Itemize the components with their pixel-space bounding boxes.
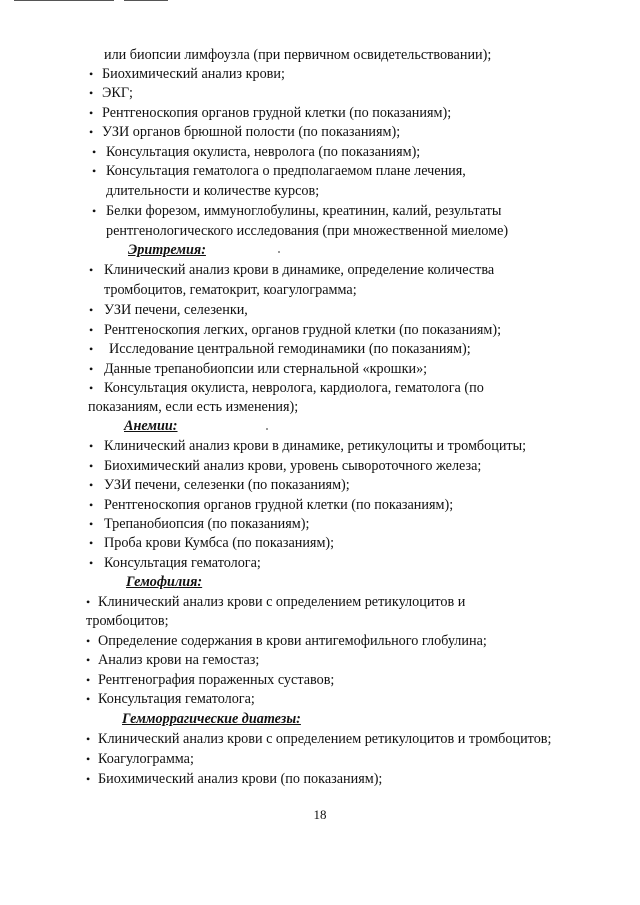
list-item: Биохимический анализ крови (по показаниям); (98, 771, 383, 787)
bullet-icon: • (86, 752, 91, 766)
list-item: Клинический анализ крови с определением ретикулоцитов и (98, 594, 466, 610)
bullet-icon: • (86, 732, 91, 746)
list-item: Клинический анализ крови с определением ретикулоцитов и тромбоцитов; (98, 731, 552, 747)
list-item: УЗИ органов брюшной полости (по показаниям); (102, 124, 401, 140)
list-item: Определение содержания в крови антигемофильного глобулина; (98, 633, 487, 649)
list-item-continuation: тромбоцитов; (86, 613, 169, 629)
list-item: Трепанобиопсия (по показаниям); (104, 516, 310, 532)
list-item: ЭКГ; (102, 85, 133, 101)
text-line: или биопсии лимфоузла (при первичном освидетельствовании); (104, 47, 492, 63)
list-item: Рентгеноскопия органов грудной клетки (по показаниям); (104, 497, 454, 513)
bullet-icon: • (89, 381, 94, 395)
list-item: Консультация окулиста, невролога, кардиолога, гематолога (по (104, 380, 484, 396)
bullet-icon: • (89, 263, 94, 277)
list-item: Клинический анализ крови в динамике, определение количества (104, 262, 495, 278)
bullet-icon: • (89, 303, 94, 317)
list-item: Проба крови Кумбса (по показаниям); (104, 535, 335, 551)
bullet-icon: • (89, 323, 94, 337)
list-item: Консультация гематолога о предполагаемом плане лечения, (106, 163, 466, 179)
bullet-icon: • (89, 459, 94, 473)
bullet-icon: • (86, 692, 91, 706)
bullet-icon: • (86, 653, 91, 667)
list-item: Рентгеноскопия органов грудной клетки (по показаниям); (102, 105, 452, 121)
list-item: Исследование центральной гемодинамики (по показаниям); (109, 341, 471, 357)
section-heading: Эритремия: (128, 242, 206, 258)
list-item: Белки форезом, иммуноглобулины, креатинин, калий, результаты (106, 203, 502, 219)
scan-edge-mark (14, 0, 114, 1)
bullet-icon: • (89, 498, 94, 512)
page-number: 18 (313, 807, 327, 822)
bullet-icon: • (89, 106, 94, 120)
bullet-icon: • (92, 204, 97, 218)
list-item: Рентгеноскопия легких, органов грудной клетки (по показаниям); (104, 322, 502, 338)
list-item-continuation: длительности и количестве курсов; (106, 183, 320, 199)
bullet-icon: • (89, 439, 94, 453)
section-heading: Геммоppагические диатезы: (122, 711, 301, 727)
scan-speck (266, 428, 268, 430)
bullet-icon: • (89, 67, 94, 81)
list-item: Клинический анализ крови в динамике, ретикулоциты и тромбоциты; (104, 438, 527, 454)
bullet-icon: • (86, 595, 91, 609)
bullet-icon: • (92, 145, 97, 159)
list-item-continuation: рентгенологического исследования (при множественной миеломе) (106, 223, 509, 239)
list-item: Биохимический анализ крови; (102, 66, 285, 82)
bullet-icon: • (86, 673, 91, 687)
list-item: Данные трепанобиопсии или стернальной «крошки»; (104, 361, 428, 377)
section-heading: Анемии: (124, 418, 178, 434)
section-heading: Гемофилия: (126, 574, 203, 590)
list-item: Анализ крови на гемостаз; (98, 652, 260, 668)
bullet-icon: • (89, 556, 94, 570)
list-item: Консультация гематолога; (104, 555, 261, 571)
bullet-icon: • (89, 86, 94, 100)
bullet-icon: • (86, 772, 91, 786)
bullet-icon: • (89, 342, 94, 356)
scan-speck (278, 251, 280, 253)
bullet-icon: • (86, 634, 91, 648)
list-item: Биохимический анализ крови, уровень сывороточного железа; (104, 458, 482, 474)
scan-edge-mark (124, 0, 168, 1)
bullet-icon: • (92, 164, 97, 178)
list-item: УЗИ печени, селезенки, (104, 302, 248, 318)
bullet-icon: • (89, 362, 94, 376)
list-item-continuation: тромбоцитов, гематокрит, коагулограмма; (104, 282, 357, 298)
list-item: Консультация гематолога; (98, 691, 255, 707)
bullet-icon: • (89, 536, 94, 550)
list-item: Рентгенография пораженных суставов; (98, 672, 335, 688)
list-item-continuation: показаниям, если есть изменения); (88, 399, 299, 415)
list-item: Консультация окулиста, невролога (по показаниям); (106, 144, 421, 160)
bullet-icon: • (89, 478, 94, 492)
bullet-icon: • (89, 125, 94, 139)
list-item: Коагулограмма; (98, 751, 194, 767)
bullet-icon: • (89, 517, 94, 531)
list-item: УЗИ печени, селезенки (по показаниям); (104, 477, 350, 493)
